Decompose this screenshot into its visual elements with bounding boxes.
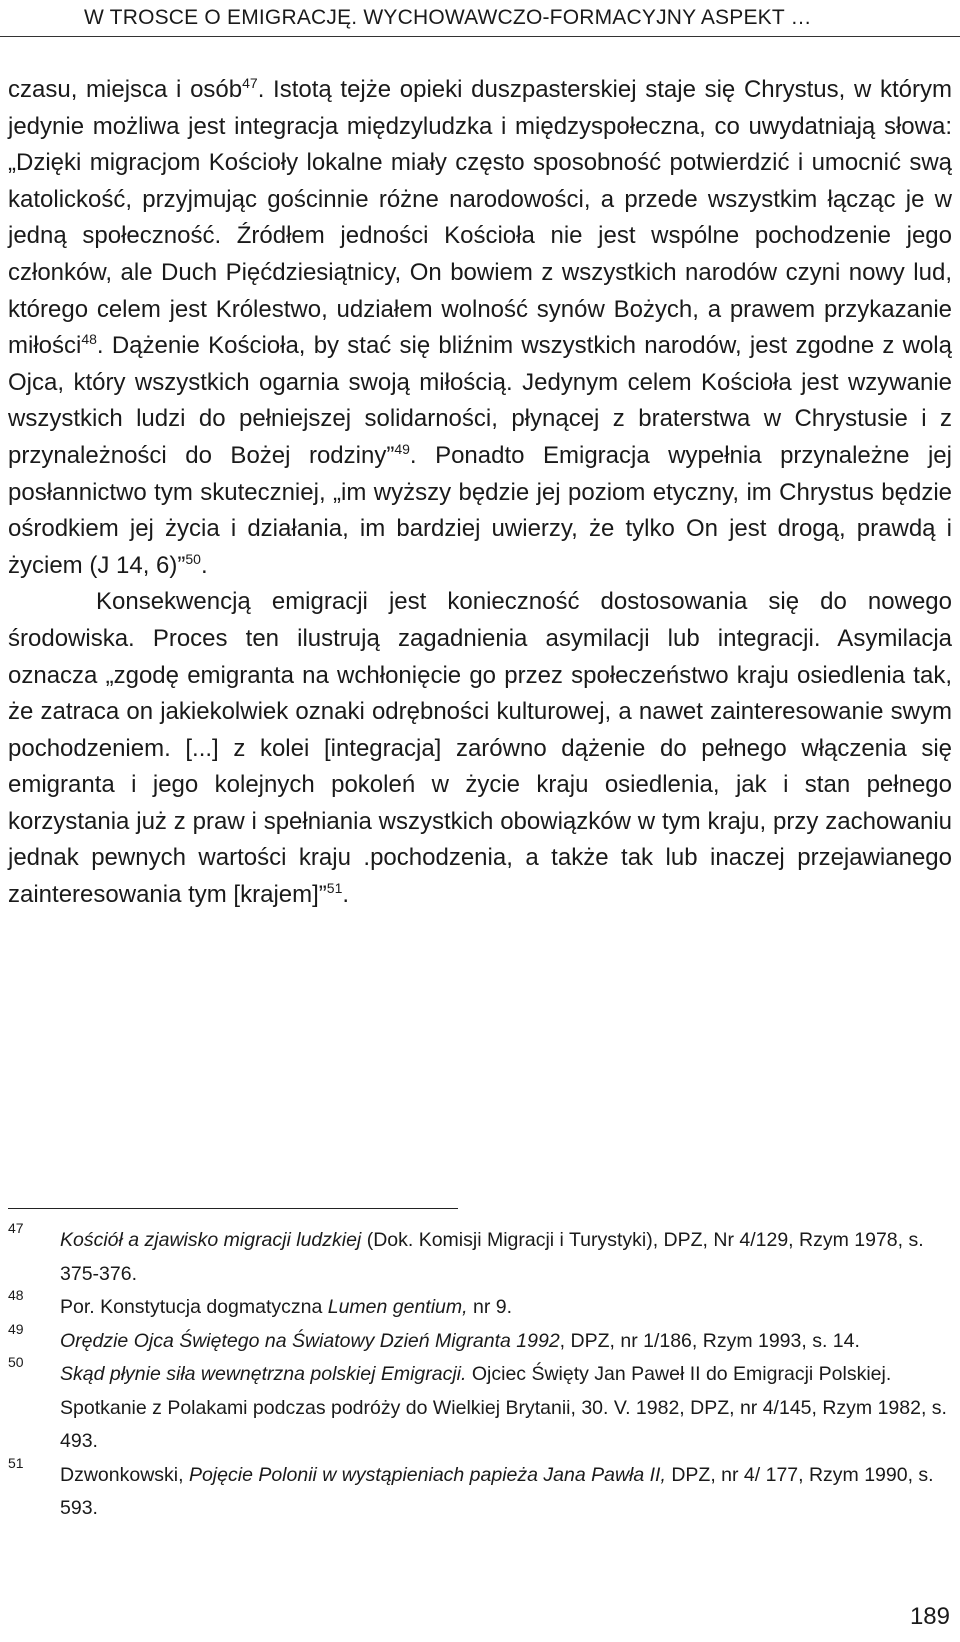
footnote-ref-51: 51 [326, 880, 343, 897]
footnote-rest: Ojciec Święty Jan Paweł II do Emigracji Polskiej. Spotkanie z Polakami podczas podróży do Wielkiej Brytanii, 30. V. 1982, DPZ, nr 4/145, Rzym 1982, s. 493. [60, 1363, 947, 1452]
p1-text-5: . [200, 551, 208, 579]
footnote-italic: Lumen gentium, [327, 1296, 468, 1318]
p1-text-3: . Dążenie Kościoła, by stać się bliźnim wszystkich narodów, jest zgodne z wolą Ojca, który wszystkich ogarnia swoją miłością. Jedynym celem Kościoła jest wzywanie wszystkich ludzi do pełniejszej solidarności, płynącej z braterstwa w Chrystusie i z przynależności do Bożej rodziny” [8, 332, 952, 469]
paragraph-2 [8, 584, 952, 913]
footnote-51 [8, 1454, 952, 1526]
header-rule [0, 36, 960, 37]
footnote-rest: nr 9. [467, 1296, 513, 1318]
footnote-48 [8, 1287, 952, 1325]
footnote-ref-50: 50 [185, 550, 201, 567]
paragraph-1 [8, 72, 952, 584]
footnote-text [60, 1358, 952, 1459]
running-header [0, 0, 960, 36]
footnote-italic: Skąd płynie siła wewnętrzna polskiej Emigracji. [60, 1363, 467, 1385]
footnote-49 [8, 1320, 952, 1359]
footnote-text [60, 1291, 952, 1325]
footnote-text [60, 1459, 952, 1526]
footnote-italic: Kościół a zjawisko migracji ludzkiej [60, 1229, 362, 1251]
main-text [8, 72, 952, 914]
footnote-number: 49 [8, 1320, 24, 1337]
footnote-pre: Por. Konstytucja dogmatyczna [60, 1296, 328, 1318]
page-number: 189 [909, 1603, 950, 1630]
footnote-50 [8, 1354, 952, 1459]
footnote-rest: , DPZ, nr 1/186, Rzym 1993, s. 14. [559, 1329, 860, 1352]
p2-text-2: . [342, 881, 350, 909]
footnote-rest: (Dok. Komisji Migracji i Turystyki), DPZ, Nr 4/129, Rzym 1978, s. 375-376. [60, 1229, 924, 1285]
footnote-ref-49: 49 [394, 440, 410, 457]
running-title: W TROSCE O EMIGRACJĘ. WYCHOWAWCZO-FORMACYJNY ASPEKT … [84, 6, 812, 29]
footnote-number: 50 [8, 1354, 24, 1370]
p2-text-1: Konsekwencją emigracji jest konieczność dostosowania się do nowego środowiska. Proces ten ilustrują zagadnienia asymilacji lub integracji. Asymilacja oznacza „zgodę emigranta na wchłonięcie go przez społeczeństwo kraju osiedlenia tak, że zatraca on jakiekolwiek oznaki odrębności kulturowej, a nawet zainteresowanie swym pochodzeniem. [...] z kolei [integracja] zarówno dążenie do pełnego włączenia się emigranta i jego kolejnych pokoleń w życie kraju osiedlenia, jak i stan pełnego korzystania już z praw i spełniania wszystkich obowiązków w tym kraju, przy zachowaniu jednak pewnych wartości kraju .pochodzenia, a także tak lub inaczej przejawianego zainteresowania tym [krajem]” [8, 588, 952, 909]
footnote-pre: Dzwonkowski, [60, 1463, 189, 1486]
p1-text-1: czasu, miejsca i osób [8, 76, 243, 103]
footnote-number: 48 [8, 1287, 24, 1303]
footnote-number: 51 [8, 1454, 24, 1471]
footnote-ref-48: 48 [81, 331, 97, 348]
footnote-italic: Pojęcie Polonii w wystąpieniach papieża Jana Pawła II, [188, 1463, 666, 1486]
footnote-number: 47 [8, 1220, 24, 1236]
p1-text-2: . Istotą tejże opieki duszpasterskiej staje się Chrystus, w którym jedynie możliwa jest integracja międzyludzka i międzyspołeczna, co uwydatniają słowa: „Dzięki migracjom Kościoły lokalne miały często sposobność potwierdzić i umocnić swą katolickość, przyjmując gościnnie różne narodowości, a przede wszystkim łącząc je w jedną społeczność. Źródłem jedności Kościoła nie jest wspólne pochodzenie jego członków, ale Duch Pięćdziesiątnicy, On bowiem z wszystkich narodów czyni nowy lud, którego celem jest Królestwo, udziałem wolność synów Bożych, a prawem przykazanie miłości [8, 76, 952, 360]
footnote-47 [8, 1220, 952, 1291]
footnotes [8, 1220, 952, 1526]
footnote-text [60, 1325, 952, 1359]
footnote-italic: Orędzie Ojca Świętego na Światowy Dzień Migranta 1992 [60, 1329, 560, 1352]
footnote-separator [8, 1208, 458, 1209]
footnote-rest: DPZ, nr 4/ 177, Rzym 1990, s. 593. [60, 1463, 934, 1519]
footnote-ref-47: 47 [242, 75, 258, 91]
p1-text-4: . Ponadto Emigracja wypełnia przynależne jej posłannictwo tym skuteczniej, „im wyższy będzie jej poziom etyczny, im Chrystus będzie ośrodkiem jej życia i działania, im bardziej uwierzy, że tylko On jest drogą, prawdą i życiem (J 14, 6)” [8, 441, 952, 579]
footnote-text [60, 1224, 952, 1291]
